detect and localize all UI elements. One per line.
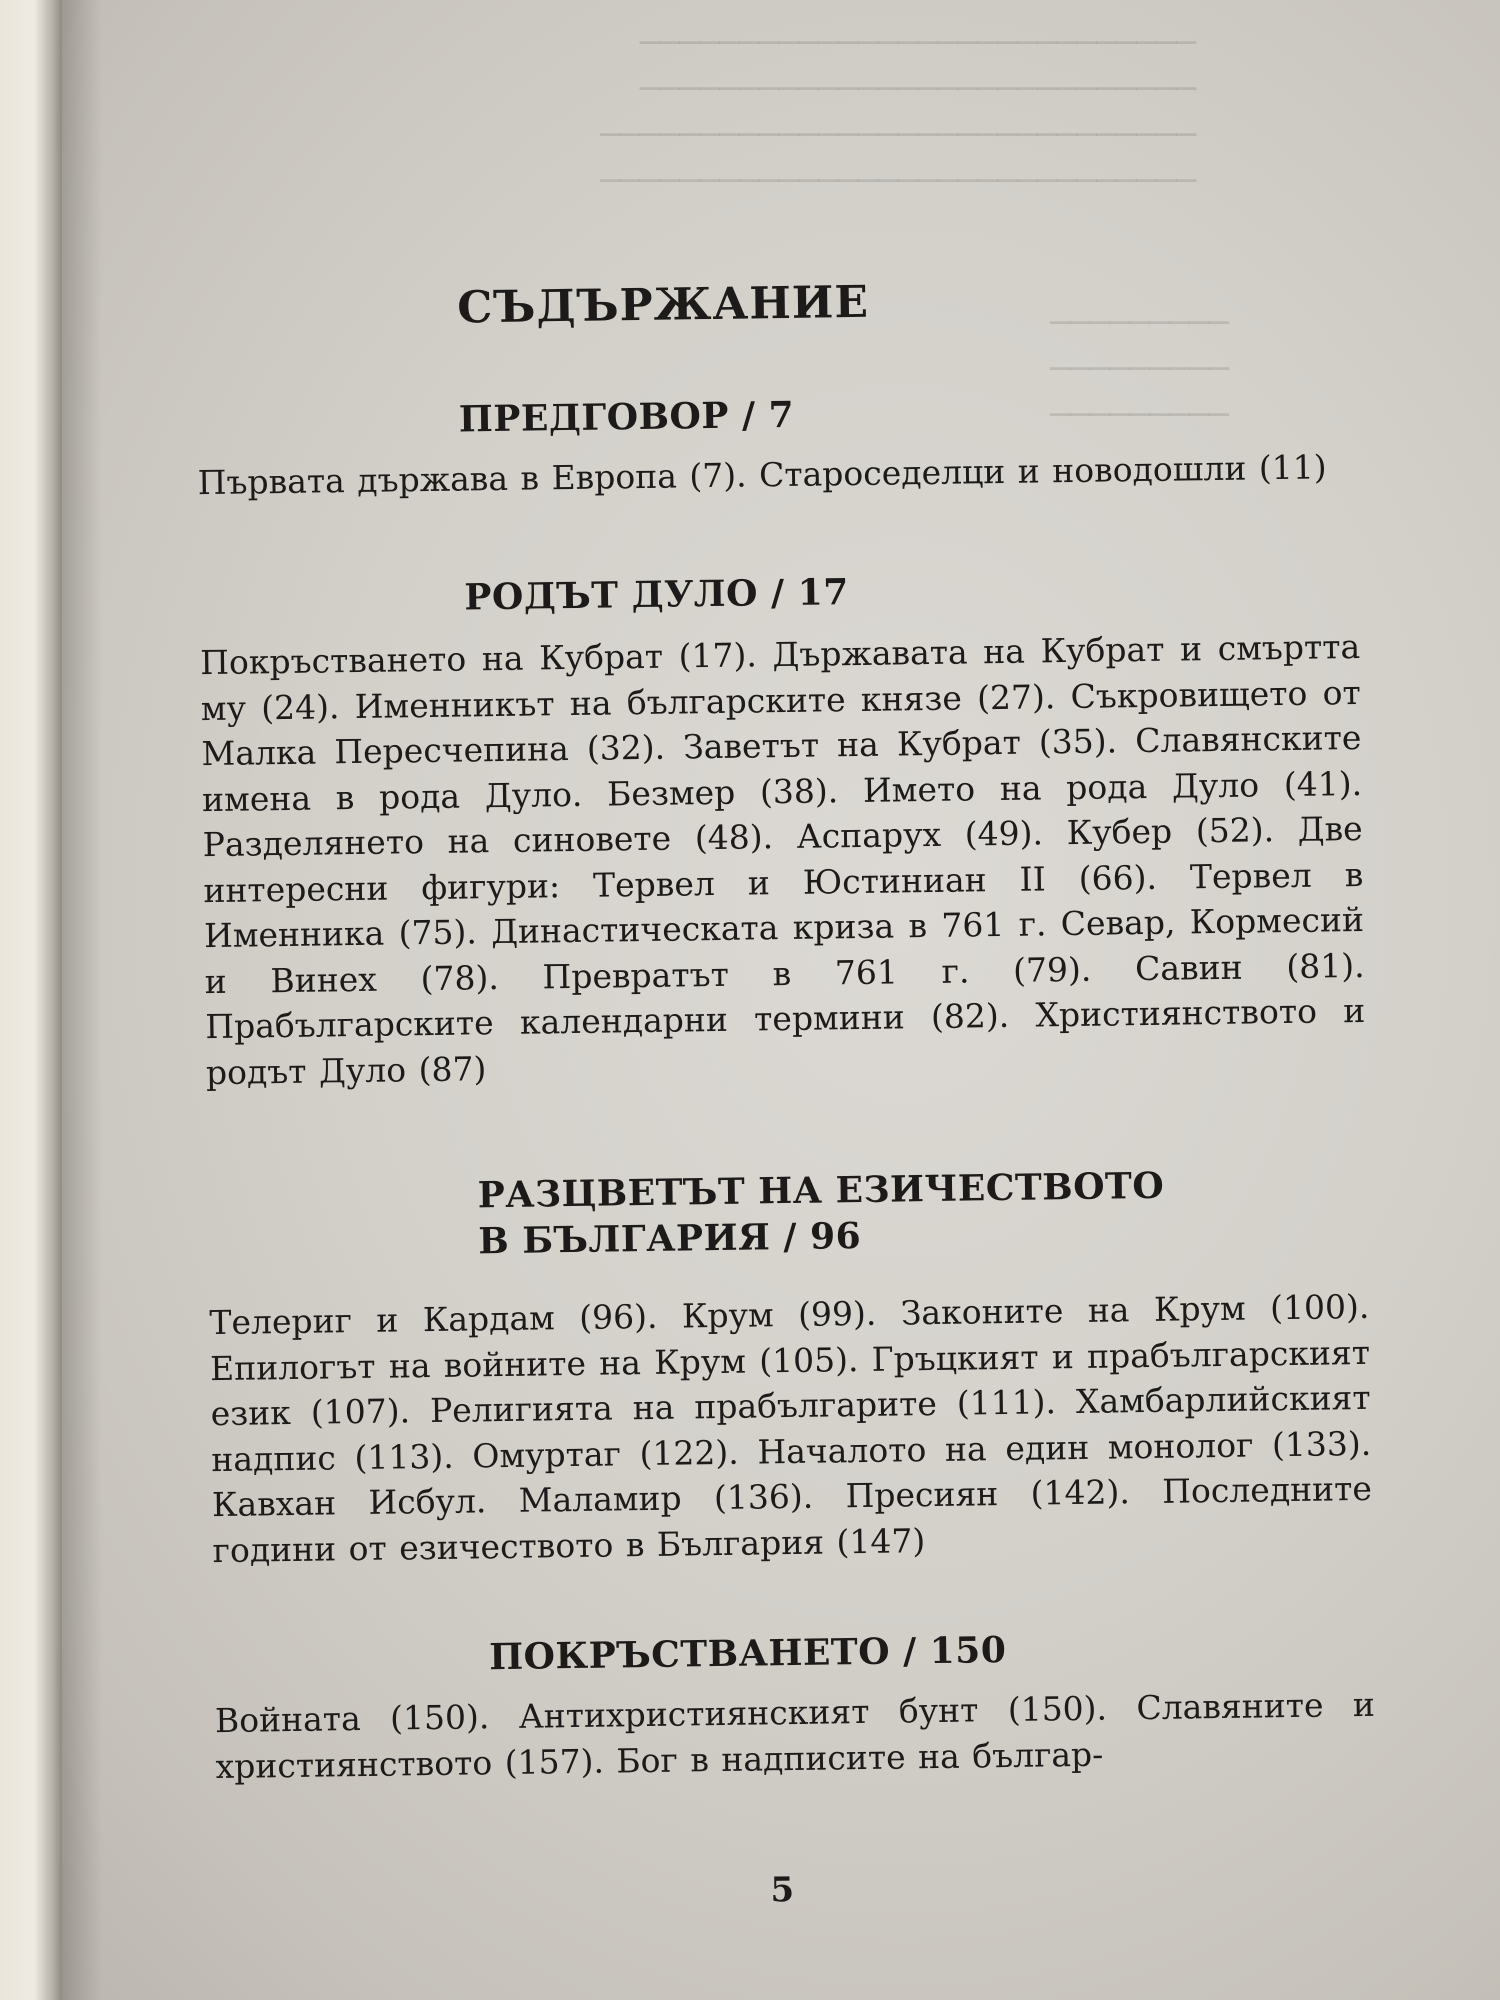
section-body-dulo-clan: Покръстването на Кубрат (17). Държавата на Кубрат и смъртта му (24). Именникът на българските князе (27). Съкровището от Малка Пересчепина (32). Заветът на Кубрат (35). Славянските имена в рода Дуло. Безмер (38). Името на рода Дуло (41). Разделянето на синовете (48). Аспарух (49). Кубер (52). Две интересни фигури: Тервел и Юстиниан II (66). Тервел в Именника (75). Династическата криза в 761 г. Севар, Кормесий и Винех (78). Превратът в 761 г. (79). Савин (81). Прабългарските календарни термини (82). Християнството и родът Дуло (87)	[199, 626, 1366, 1092]
section-heading-paganism-line2: В БЪЛГАРИЯ / 96	[478, 1214, 862, 1263]
section-body-foreword: Първата държава в Европа (7). Староседелци и новодошли (11)	[197, 447, 1327, 503]
facing-page-edge	[0, 0, 62, 2000]
section-heading-paganism	[477, 1163, 1165, 1265]
section-heading-foreword: ПРЕДГОВОР / 7	[458, 393, 795, 441]
page-title: СЪДЪРЖАНИЕ	[456, 276, 870, 334]
section-heading-paganism-line1: РАЗЦВЕТЪТ НА ЕЗИЧЕСТВОТО	[477, 1164, 1165, 1217]
page-number: 5	[770, 1869, 795, 1911]
section-body-christianization: Войната (150). Антихристиянският бунт (150). Славяните и християнството (157). Бог в надписите на българ-	[214, 1684, 1376, 1786]
section-heading-dulo-clan: РОДЪТ ДУЛО / 17	[464, 571, 850, 619]
section-body-paganism: Телериг и Кардам (96). Крум (99). Законите на Крум (100). Епилогът на войните на Крум (105). Гръцкият и прабългарският език (107). Религията на прабългарите (111). Хамбарлийският надпис (113). Омуртаг (122). Началото на един монолог (133). Кавхан Исбул. Маламир (136). Пресиян (142). Последните години от езичеството в България (147)	[209, 1286, 1373, 1570]
section-heading-christianization: ПОКРЪСТВАНЕТО / 150	[488, 1629, 1007, 1679]
binding-shadow	[62, 0, 102, 2000]
show-through-text: ───────── ───────── ─────────	[1050, 303, 1229, 434]
table-of-contents	[191, 0, 1384, 2000]
show-through-text: ──────────────────────────── ──────────────────────────── ────────────────────────────── ──────────────────────────────	[600, 23, 1197, 200]
